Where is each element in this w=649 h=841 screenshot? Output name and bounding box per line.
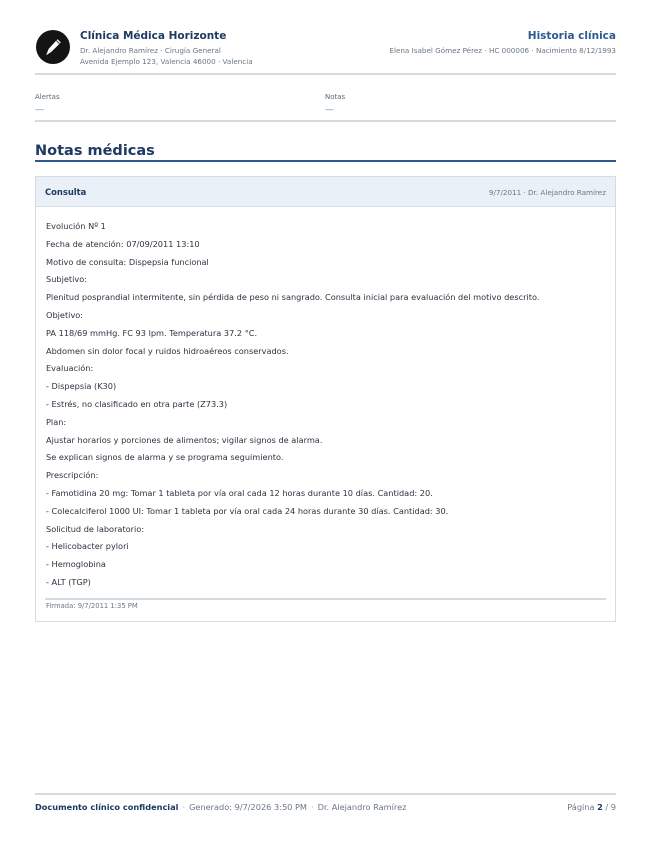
info-divider (35, 120, 616, 122)
notes-value: — (325, 105, 334, 115)
note-line: Motivo de consulta: Dispepsia funcional (46, 256, 209, 267)
note-header (36, 177, 615, 207)
note-type: Consulta (45, 187, 87, 197)
notes-field (325, 92, 345, 116)
note-line: Ajustar horarios y porciones de alimentos; vigilar signos de alarma. (46, 434, 323, 445)
document-title-block (389, 30, 616, 56)
note-line: Prescripción: (46, 470, 99, 481)
page-footer (35, 801, 616, 813)
alerts-value: — (35, 105, 44, 115)
footer-divider (35, 793, 616, 795)
clinic-address: Avenida Ejemplo 123, Valencia 46000 · Valencia (80, 57, 253, 66)
generated-timestamp: Generado: 9/7/2026 3:50 PM (189, 802, 307, 812)
note-line: - Colecalciferol 1000 UI: Tomar 1 tableta por vía oral cada 24 horas durante 30 días. Cantidad: 30. (46, 505, 449, 516)
clinic-name: Clínica Médica Horizonte (80, 30, 227, 42)
note-line: - Famotidina 20 mg: Tomar 1 tableta por vía oral cada 12 horas durante 10 días. Cantidad: 20. (46, 487, 433, 498)
patient-summary: Elena Isabel Gómez Pérez · HC 000006 · Nacimiento 8/12/1993 (389, 46, 616, 55)
section-underline (35, 160, 616, 162)
clinic-logo (36, 30, 70, 64)
note-line: - Dispepsia (K30) (46, 381, 117, 392)
footer-separator: · (182, 802, 186, 812)
doctor-specialty: Dr. Alejandro Ramírez · Cirugía General (80, 46, 221, 55)
footer-doctor: Dr. Alejandro Ramírez (317, 802, 407, 812)
signed-timestamp: Firmada: 9/7/2011 1:35 PM (46, 602, 138, 610)
note-line: PA 118/69 mmHg. FC 93 lpm. Temperatura 37.2 °C. (46, 327, 258, 338)
patient-info-row (35, 92, 616, 120)
note-line: Plan: (46, 416, 67, 427)
page-number (567, 801, 616, 813)
note-line: Solicitud de laboratorio: (46, 523, 145, 534)
alerts-label: Alertas (35, 93, 60, 101)
page-total: / 9 (605, 802, 616, 812)
note-line: - ALT (TGP) (46, 576, 91, 587)
section-title: Notas médicas (35, 143, 155, 159)
clinic-info (80, 30, 253, 67)
note-line: Evolución Nº 1 (46, 221, 106, 231)
note-line: Plenitud posprandial intermitente, sin pérdida de peso ni sangrado. Consulta inicial para evaluación del motivo descrito. (46, 292, 540, 303)
note-line: Subjetivo: (46, 274, 87, 285)
note-line: Evaluación: (46, 363, 94, 374)
note-line: - Helicobacter pylori (46, 541, 129, 552)
note-line: Abdomen sin dolor focal y ruidos hidroaéreos conservados. (46, 345, 289, 356)
page-current: 2 (597, 802, 603, 812)
signature-divider (45, 598, 606, 600)
note-line: - Hemoglobina (46, 559, 106, 570)
header-divider (35, 73, 616, 75)
confidential-label: Documento clínico confidencial (35, 802, 179, 812)
page-label: Página (567, 802, 595, 812)
footer-separator: · (311, 802, 314, 812)
document-title: Historia clínica (527, 30, 616, 42)
document-header (35, 28, 616, 74)
note-line: Se explican signos de alarma y se programa seguimiento. (46, 452, 284, 463)
alerts-field (35, 92, 60, 116)
note-body (46, 220, 611, 594)
notes-label: Notas (325, 93, 346, 101)
scalpel-icon (42, 36, 64, 58)
note-line: Fecha de atención: 07/09/2011 13:10 (46, 238, 200, 249)
note-meta: 9/7/2011 · Dr. Alejandro Ramírez (488, 188, 606, 197)
note-line: - Estrés, no clasificado en otra parte (Z73.3) (46, 398, 228, 409)
medical-note-card (35, 176, 616, 622)
note-line: Objetivo: (46, 309, 84, 320)
